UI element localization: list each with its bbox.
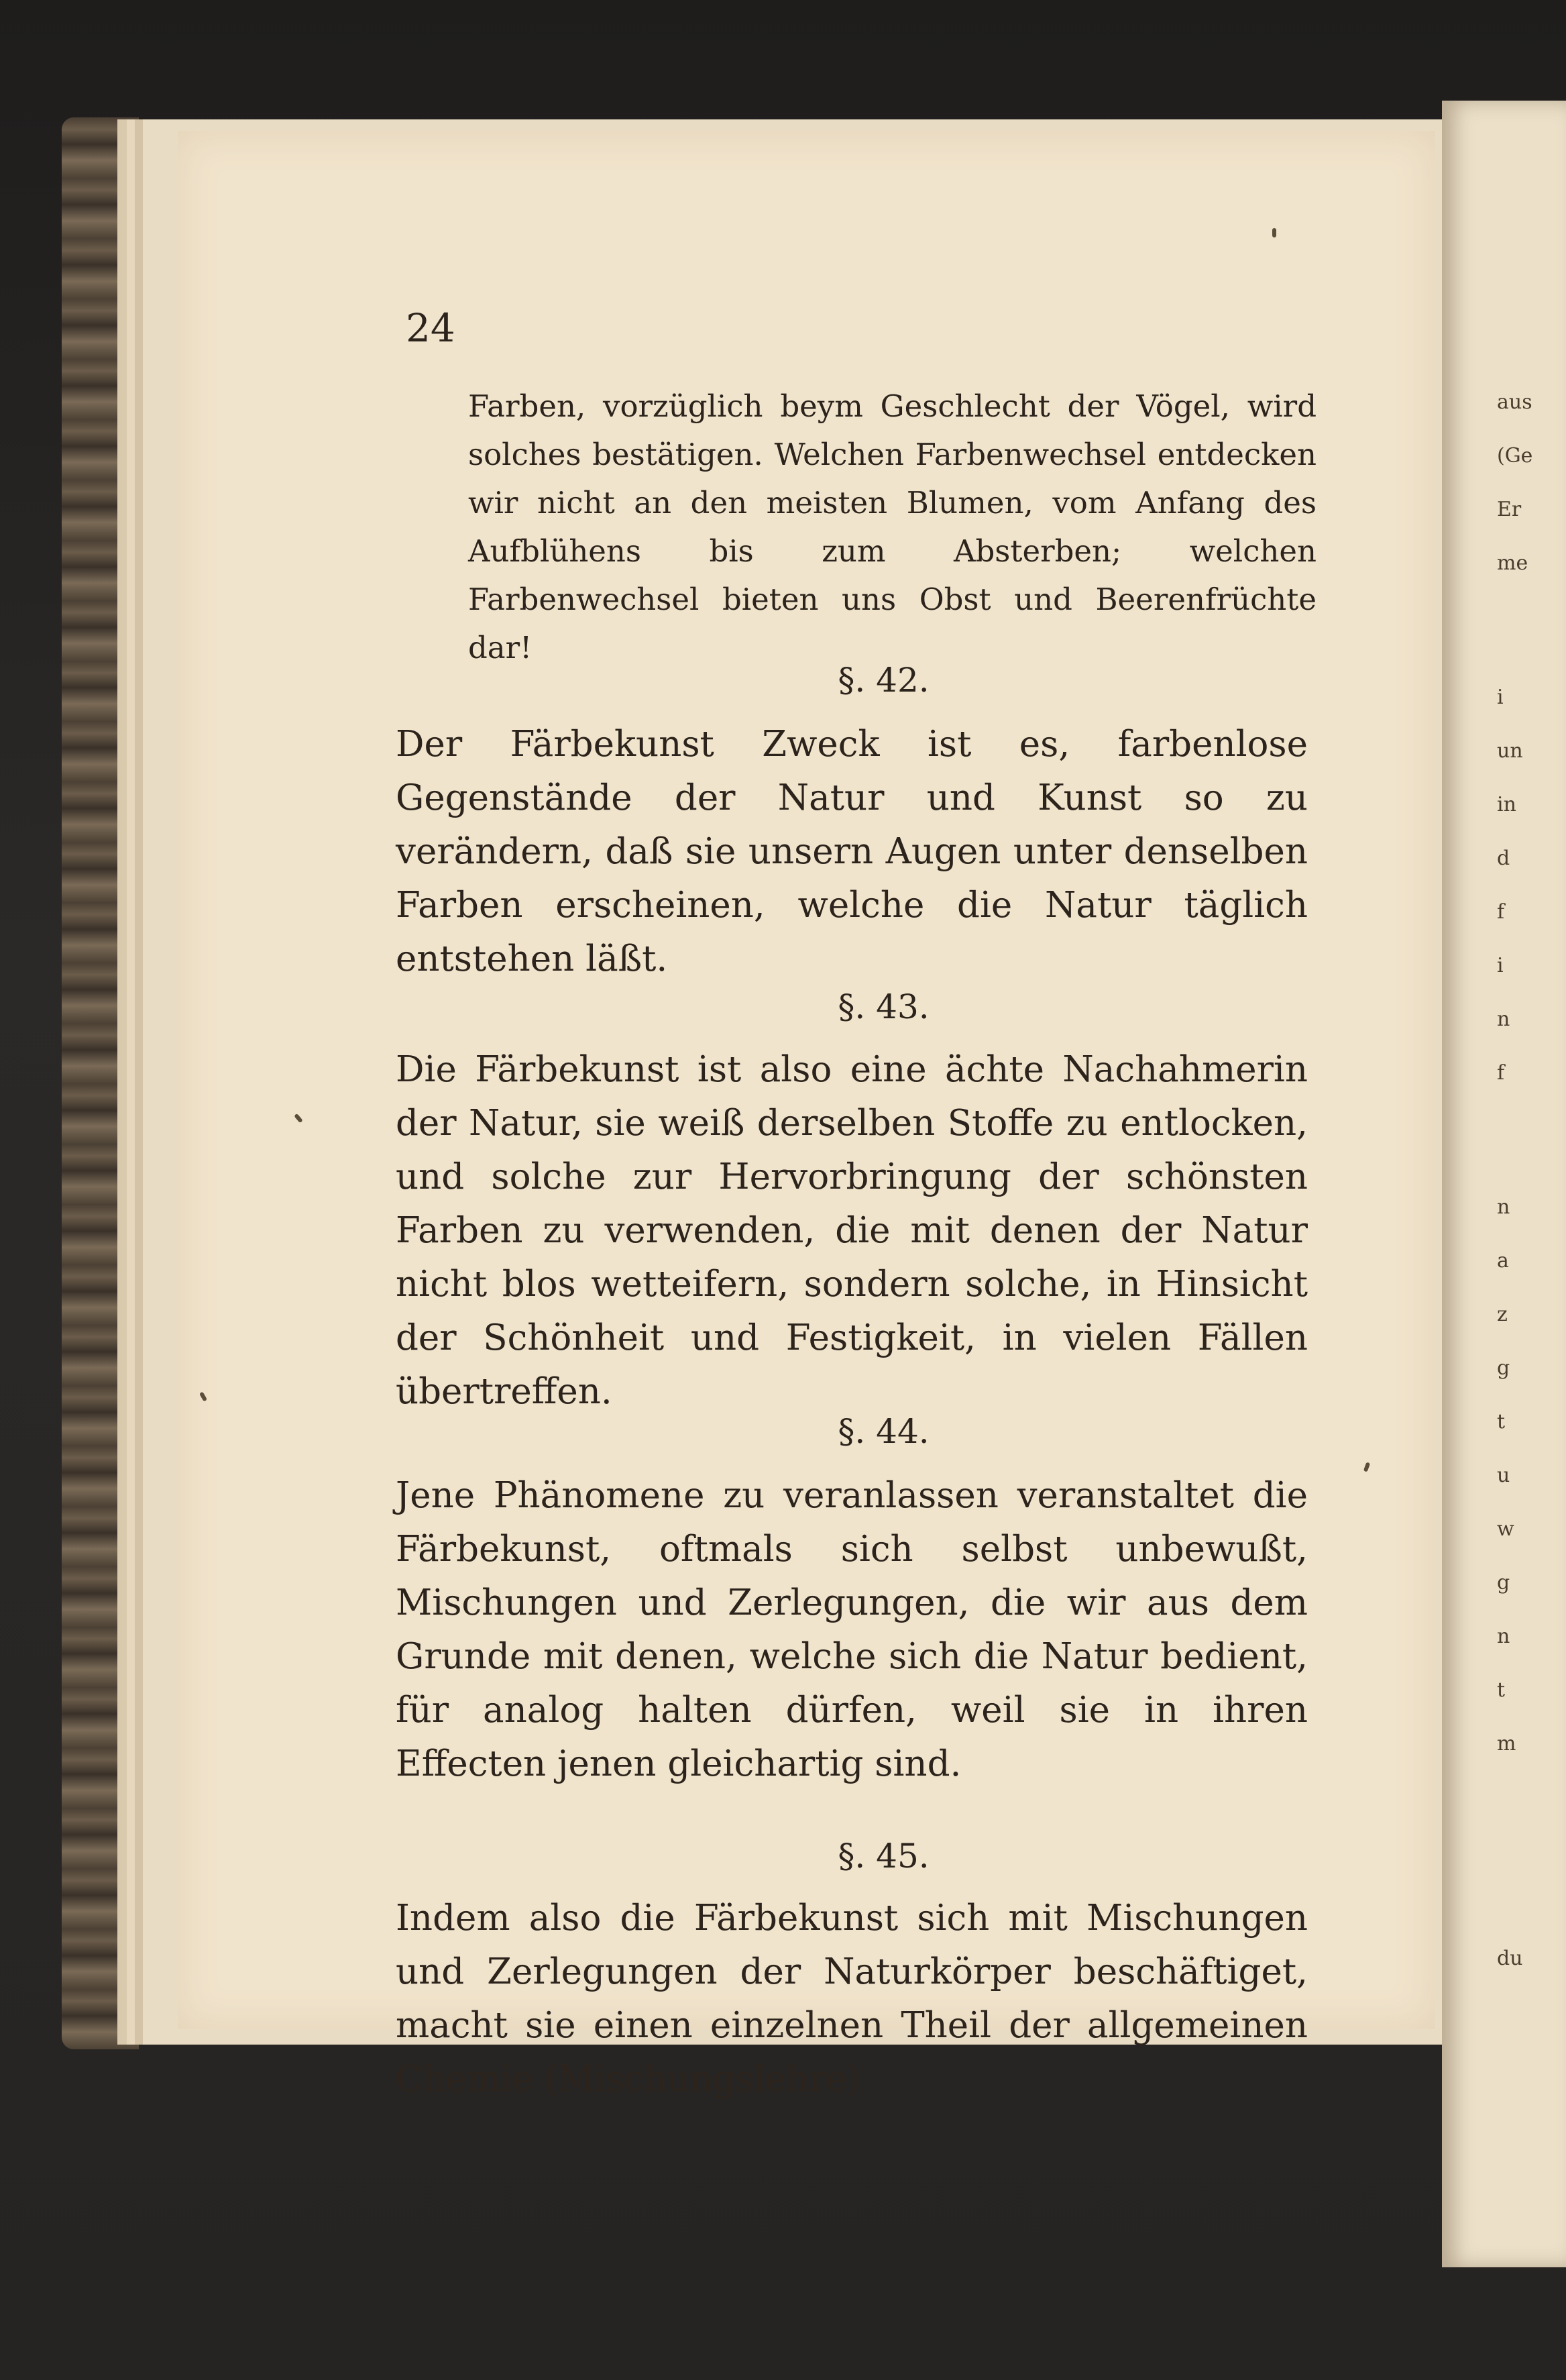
facing-page-fragment: t — [1497, 1678, 1506, 1702]
section-paragraph-44: Jene Phänomene zu veranlassen veranstaltet die Färbekunst, oftmals sich selbst unbewußt, Mischungen und Zerlegungen, die wir aus dem Grunde mit denen, welche sich die Natur bedient, für analog halten dürfen, weil sie in ihren Effecten jenen gleichartig sind. — [396, 1475, 1308, 1784]
facing-page-gap — [1497, 1100, 1566, 1181]
section-heading-45-label: §. 45. — [838, 1837, 930, 1876]
section-heading-45 — [0, 1837, 1566, 1876]
facing-page-fragment: f — [1497, 900, 1505, 924]
ink-speck — [1272, 228, 1276, 237]
facing-page-fragment: d — [1497, 847, 1510, 870]
facing-page-fragment: n — [1497, 1008, 1510, 1031]
section-paragraph-42: Der Färbekunst Zweck ist es, farbenlose Gegenstände der Natur und Kunst so zu verändern, daß sie unsern Augen unter denselben Farben erscheinen, welche die Natur täglich entstehen läßt. — [396, 724, 1308, 979]
facing-page-fragment: m — [1497, 1732, 1516, 1755]
facing-page-fragment: n — [1497, 1625, 1510, 1648]
section-paragraph-45: Indem also die Färbekunst sich mit Mischungen und Zerlegungen der Naturkörper beschäftiget, macht sie einen einzelnen Theil der allgemeinen Chemie (Mischungslehre) — [396, 1898, 1308, 2100]
facing-page-fragment: t — [1497, 1410, 1506, 1434]
facing-page-fragment: i — [1497, 686, 1504, 709]
facing-page-gap — [1497, 590, 1566, 671]
section-heading-43-label: §. 43. — [838, 987, 930, 1026]
facing-page-fragment: i — [1497, 954, 1504, 977]
page-number: 24 — [406, 305, 455, 351]
facing-page-fragment: (Ge — [1497, 444, 1533, 468]
section-heading-44-label: §. 44. — [838, 1412, 930, 1451]
facing-page-fragment: Er — [1497, 498, 1522, 521]
facing-page-text — [1497, 376, 1566, 1986]
facing-page-fragment: g — [1497, 1571, 1510, 1594]
intro-paragraph: Farben, vorzüglich beym Geschlecht der Vögel, wird solches bestätigen. Welchen Farbenwechsel entdecken wir nicht an den meisten Blumen, vom Anfang des Aufblühens bis zum Absterben; welchen Farbenwechsel bieten uns Obst und Beerenfrüchte dar! — [468, 388, 1317, 665]
facing-page-fragment: aus — [1497, 390, 1532, 414]
section-paragraph-43: Die Färbekunst ist also eine ächte Nachahmerin der Natur, sie weiß derselben Stoffe zu entlocken, und solche zur Hervorbringung der schönsten Farben zu verwenden, die mit denen der Natur nicht blos wetteifern, sondern solche, in Hinsicht der Schönheit und Festigkeit, in vielen Fällen übertreffen. — [396, 1049, 1308, 1412]
section-heading-42-label: §. 42. — [838, 661, 930, 700]
facing-page-fragment: in — [1497, 793, 1516, 816]
facing-page-fragment: n — [1497, 1195, 1510, 1219]
section-heading-42 — [0, 661, 1566, 700]
facing-page-fragment: g — [1497, 1356, 1510, 1380]
facing-page-fragment: f — [1497, 1061, 1505, 1085]
facing-page-fragment: un — [1497, 739, 1523, 763]
facing-page-fragment: w — [1497, 1517, 1514, 1541]
facing-page-fragment: a — [1497, 1249, 1509, 1273]
facing-page-fragment: z — [1497, 1303, 1508, 1326]
facing-page-fragment: me — [1497, 551, 1528, 575]
section-heading-43 — [0, 987, 1566, 1026]
facing-page-fragment: du — [1497, 1947, 1523, 1970]
facing-page-fragment: u — [1497, 1464, 1510, 1487]
section-heading-44 — [0, 1412, 1566, 1451]
